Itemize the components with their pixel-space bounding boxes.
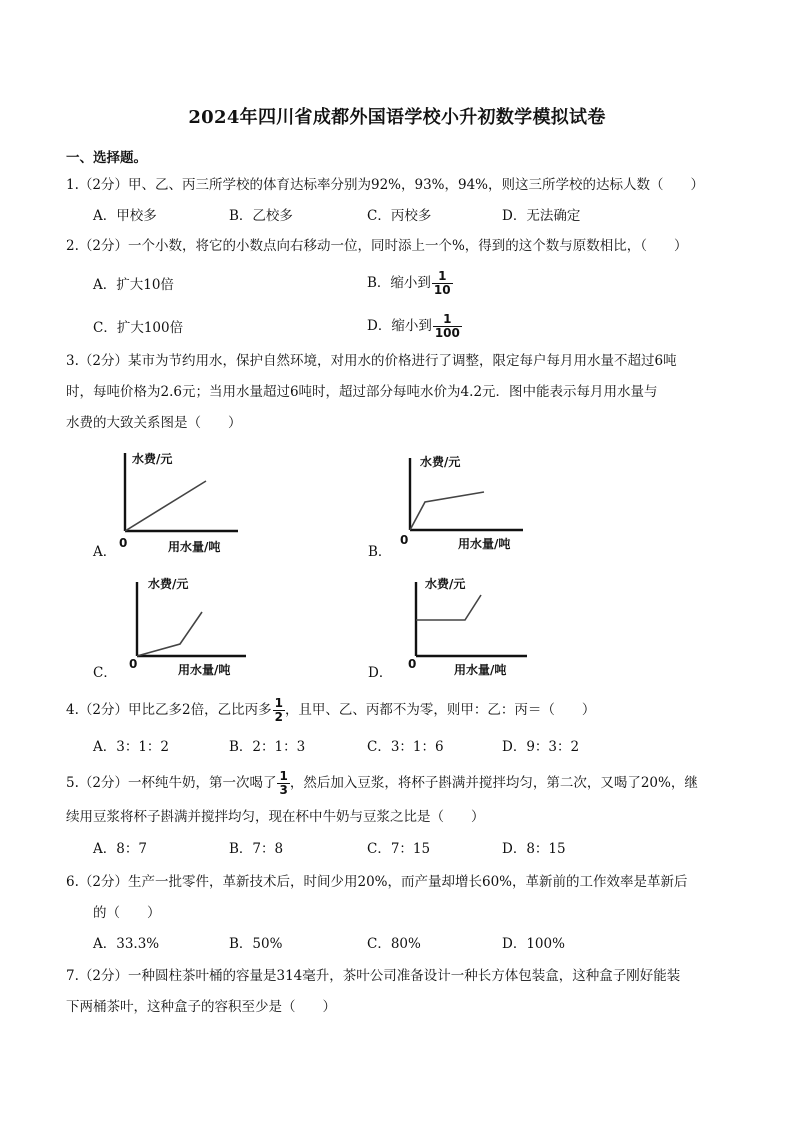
question-number: 7. xyxy=(66,968,79,984)
origin-label: 0 xyxy=(129,657,138,671)
question-number: 6. xyxy=(66,874,79,890)
question-score: （2分） xyxy=(78,968,128,984)
x-axis-label: 用水量/吨 xyxy=(178,663,231,677)
q4-option-d: D．9：3：2 xyxy=(502,739,580,755)
x-axis-label: 用水量/吨 xyxy=(454,663,507,677)
q3-option-a-label: A． xyxy=(93,544,117,560)
question-score: （2分） xyxy=(78,874,128,890)
exam-title: 2024年四川省成都外国语学校小升初数学模拟试卷 xyxy=(188,107,606,128)
question-6-stem-line-1 xyxy=(66,872,688,892)
question-3-stem-line-2: 时，每吨价格为2.6元；当用水量超过6吨时，超过部分每吨水价为4.2元．图中能表示每月用水量与 xyxy=(66,384,658,400)
fraction-denominator: 2 xyxy=(274,710,283,724)
q5-option-b: B．7：8 xyxy=(229,841,284,857)
fraction-denominator: 100 xyxy=(434,326,460,340)
q2-option-c: C．扩大100倍 xyxy=(93,320,184,336)
y-axis-label: 水费/元 xyxy=(420,455,461,469)
fraction xyxy=(433,313,462,340)
q3-option-d-label: D． xyxy=(368,665,393,681)
fraction-numerator: 1 xyxy=(279,769,288,783)
fraction-numerator: 1 xyxy=(433,313,462,327)
fraction xyxy=(273,697,285,724)
graph-line xyxy=(137,612,202,656)
q5-option-c: C．7：15 xyxy=(367,841,431,857)
question-6-stem-line-2: 的（ ） xyxy=(93,905,161,921)
fraction xyxy=(277,770,289,797)
q4-option-c: C．3：1：6 xyxy=(367,739,444,755)
question-5-stem-line-1 xyxy=(66,766,698,800)
q2-option-a: A．扩大10倍 xyxy=(93,277,174,293)
fraction xyxy=(432,270,453,297)
question-3-stem-line-1 xyxy=(66,351,677,371)
question-number: 2. xyxy=(66,238,79,254)
question-text: 一个小数，将它的小数点向右移动一位，同时添上一个%，得到的这个数与原数相比，（ ） xyxy=(127,238,688,254)
q3-option-b-label: B． xyxy=(368,544,392,560)
q2-option-d xyxy=(367,309,462,343)
q3-graph-d xyxy=(403,570,553,675)
question-text: 生产一批零件，革新技术后，时间少用20%，而产量却增长60%，革新前的工作效率是革新后 xyxy=(127,874,688,890)
q1-option-d: D．无法确定 xyxy=(502,208,581,224)
q6-option-d: D．100% xyxy=(502,936,565,952)
option-text: B．缩小到 xyxy=(367,275,431,291)
section-heading: 一、选择题。 xyxy=(66,150,147,166)
question-7-stem-line-2: 下两桶茶叶，这种盒子的容积至少是（ ） xyxy=(66,999,336,1015)
question-1-stem xyxy=(66,175,704,195)
question-5-stem-line-2: 续用豆浆将杯子斟满并搅拌均匀，现在杯中牛奶与豆浆之比是（ ） xyxy=(66,809,485,825)
question-4-stem xyxy=(66,693,595,727)
q3-graph-b xyxy=(398,452,548,557)
question-score: （2分） xyxy=(78,238,128,254)
q1-option-a: A．甲校多 xyxy=(93,208,157,224)
q3-graph-a xyxy=(110,445,260,560)
q5-option-a: A．8：7 xyxy=(93,841,147,857)
graph-line xyxy=(416,595,481,620)
question-text: 甲、乙、丙三所学校的体育达标率分别为92%，93%，94%，则这三所学校的达标人数（ ） xyxy=(127,177,705,193)
q6-option-a: A．33.3% xyxy=(93,936,160,952)
fraction-denominator: 3 xyxy=(279,783,288,797)
question-text: 一杯纯牛奶，第一次喝了 xyxy=(127,775,277,791)
question-text: ，然后加入豆浆，将杯子斟满并搅拌均匀，第二次，又喝了20%，继 xyxy=(289,775,698,791)
y-axis-label: 水费/元 xyxy=(132,452,173,466)
question-text: 某市为节约用水，保护自然环境，对用水的价格进行了调整，限定每户每月用水量不超过6吨 xyxy=(127,353,677,369)
origin-label: 0 xyxy=(400,533,409,547)
q3-graph-c xyxy=(124,570,274,675)
q1-option-b: B．乙校多 xyxy=(229,208,293,224)
origin-label: 0 xyxy=(408,657,417,671)
question-score: （2分） xyxy=(78,702,128,718)
question-score: （2分） xyxy=(78,177,128,193)
question-text: ，且甲、乙、丙都不为零，则甲：乙：丙＝（ ） xyxy=(284,702,596,718)
origin-label: 0 xyxy=(119,536,128,550)
y-axis-label: 水费/元 xyxy=(425,577,466,591)
q5-option-d: D．8：15 xyxy=(502,841,566,857)
question-number: 3. xyxy=(66,353,79,369)
q2-option-b xyxy=(367,266,453,300)
question-3-stem-line-3: 水费的大致关系图是（ ） xyxy=(66,415,242,431)
question-number: 1. xyxy=(66,177,79,193)
q6-option-c: C．80% xyxy=(367,936,421,952)
option-text: D．缩小到 xyxy=(367,318,432,334)
question-text: 甲比乙多2倍，乙比丙多 xyxy=(127,702,272,718)
question-score: （2分） xyxy=(78,353,128,369)
fraction-denominator: 10 xyxy=(433,283,451,297)
fraction-numerator: 1 xyxy=(274,696,283,710)
q3-option-c-label: C． xyxy=(93,665,117,681)
graph-line xyxy=(410,492,484,530)
question-number: 5. xyxy=(66,775,79,791)
q4-option-b: B．2：1：3 xyxy=(229,739,306,755)
x-axis-label: 用水量/吨 xyxy=(168,540,221,554)
question-text: 一种圆柱茶叶桶的容量是314毫升，茶叶公司准备设计一种长方体包装盒，这种盒子刚好能装 xyxy=(127,968,681,984)
graph-line xyxy=(125,481,206,531)
q1-option-c: C．丙校多 xyxy=(367,208,432,224)
q6-option-b: B．50% xyxy=(229,936,283,952)
question-7-stem-line-1 xyxy=(66,966,680,986)
x-axis-label: 用水量/吨 xyxy=(458,537,511,551)
question-2-stem xyxy=(66,236,688,256)
y-axis-label: 水费/元 xyxy=(148,577,189,591)
fraction-numerator: 1 xyxy=(432,270,453,284)
q4-option-a: A．3：1：2 xyxy=(93,739,170,755)
question-number: 4. xyxy=(66,702,79,718)
question-score: （2分） xyxy=(78,775,128,791)
